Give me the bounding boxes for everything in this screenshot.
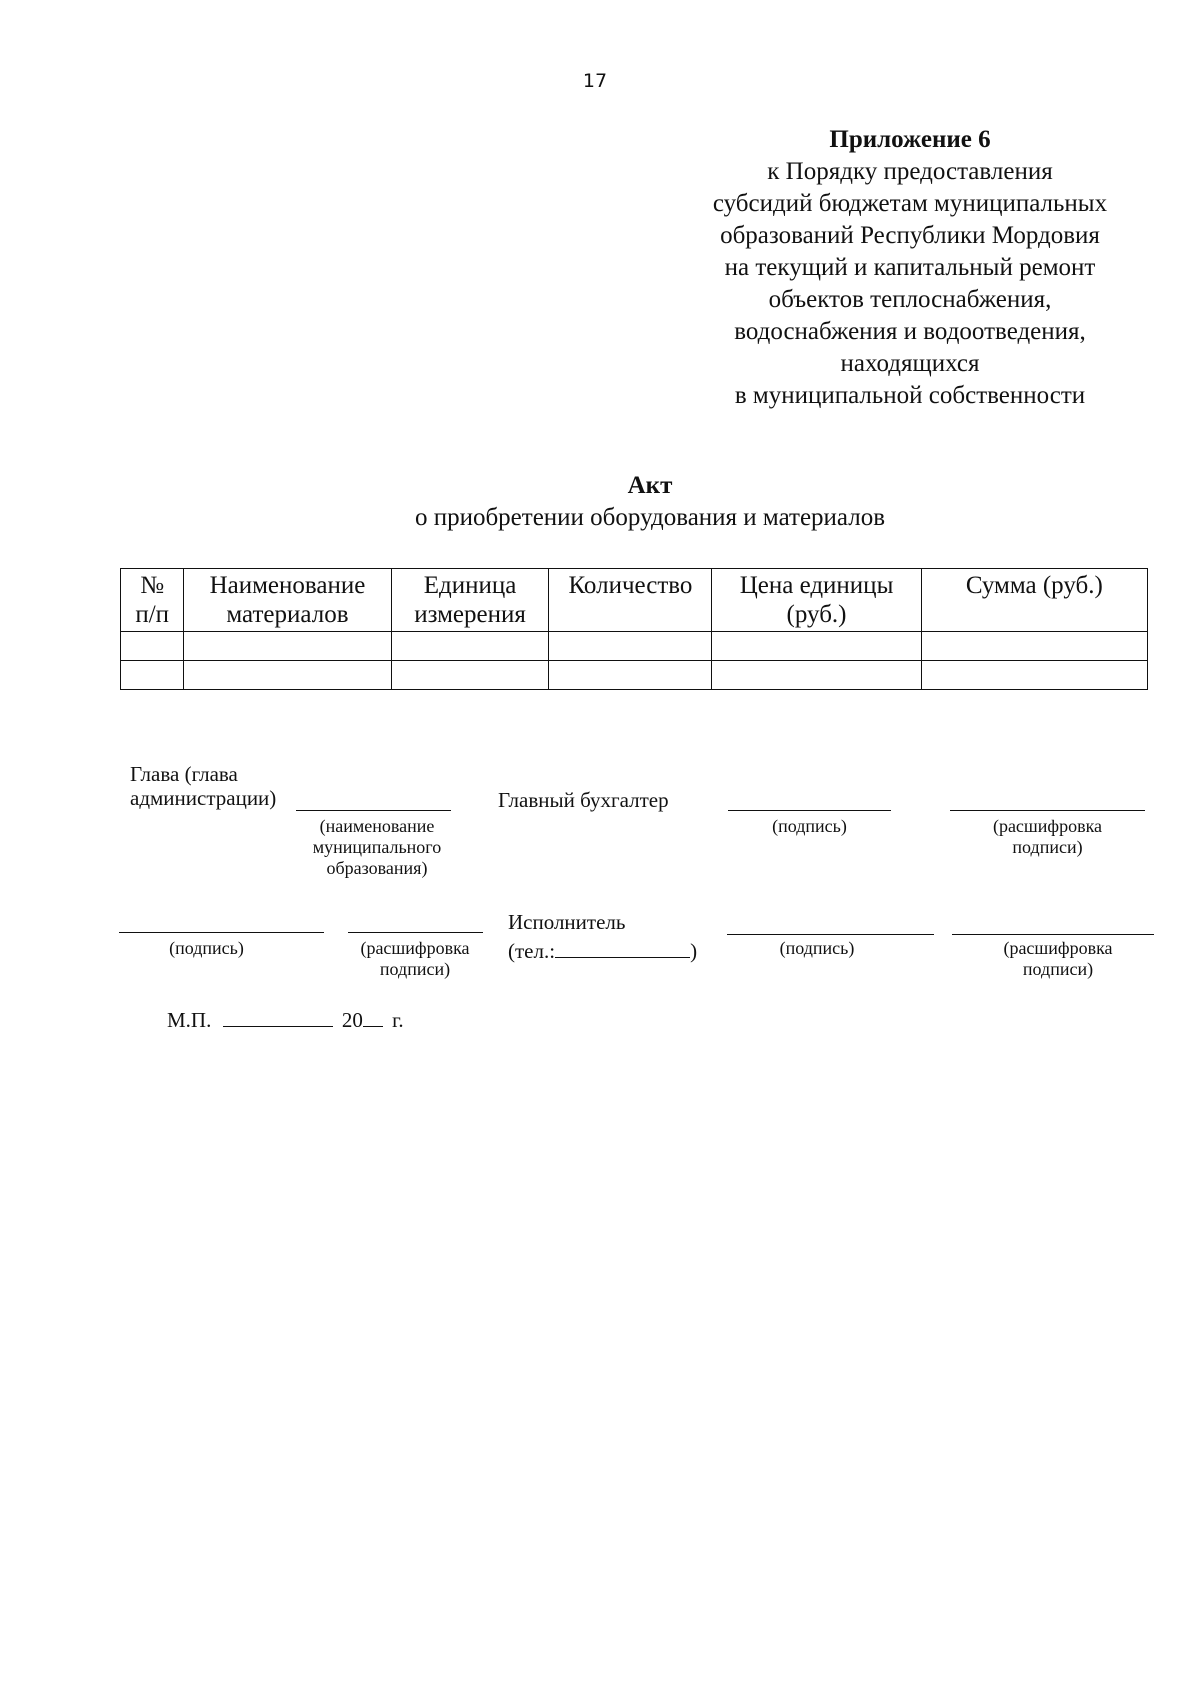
accountant-decoding-line[interactable] xyxy=(950,810,1145,811)
accountant-signature-note: (подпись) xyxy=(772,816,847,836)
header-unit-price: Цена единицы (руб.) xyxy=(712,569,921,632)
executor-signature-note: (подпись) xyxy=(779,938,855,958)
header-sum: Сумма (руб.) xyxy=(921,569,1147,632)
table-cell[interactable] xyxy=(549,632,712,661)
table-cell[interactable] xyxy=(921,661,1147,690)
table-cell[interactable] xyxy=(184,632,391,661)
accountant-signature-line[interactable] xyxy=(728,810,891,811)
executor-signature-line[interactable] xyxy=(727,934,934,935)
executor-decoding-line[interactable] xyxy=(952,934,1154,935)
phone-input-line[interactable] xyxy=(555,939,690,958)
appendix-line: находящихся xyxy=(840,350,980,377)
municipality-note: (наименование муниципального образования) xyxy=(312,816,442,878)
phone-label: (тел.: xyxy=(508,939,556,963)
table-cell[interactable] xyxy=(549,661,712,690)
head-decoding-note: (расшифровка подписи) xyxy=(360,938,470,979)
appendix-title: Приложение 6 xyxy=(829,126,991,153)
appendix-line: объектов теплоснабжения, xyxy=(768,286,1052,313)
table-cell[interactable] xyxy=(712,661,921,690)
table-cell[interactable] xyxy=(121,632,184,661)
phone-close: ) xyxy=(690,939,698,963)
head-decoding-line[interactable] xyxy=(348,932,483,933)
head-signature-line[interactable] xyxy=(119,932,324,933)
accountant-decoding-note: (расшифровка подписи) xyxy=(992,816,1103,857)
table-row xyxy=(121,632,1148,661)
table-row xyxy=(121,661,1148,690)
executor-decoding-note: (расшифровка подписи) xyxy=(1003,938,1113,979)
year-suffix: г. xyxy=(392,1008,404,1032)
stamp-label: М.П. xyxy=(167,1008,212,1032)
header-material-name: Наименование материалов xyxy=(184,569,391,632)
act-title: Акт xyxy=(627,472,673,499)
stamp-date-line xyxy=(167,1008,404,1032)
executor-label: Исполнитель xyxy=(508,910,626,934)
page-number: 17 xyxy=(582,70,608,92)
table-cell[interactable] xyxy=(391,632,549,661)
head-label: Глава (глава администрации) xyxy=(130,762,277,810)
table-cell[interactable] xyxy=(184,661,391,690)
year-prefix: 20 xyxy=(341,1008,363,1032)
table-cell[interactable] xyxy=(391,661,549,690)
date-line[interactable] xyxy=(223,1008,333,1027)
act-subtitle: о приобретении оборудования и материалов xyxy=(414,504,886,531)
appendix-line: в муниципальной собственности xyxy=(734,382,1086,409)
materials-table xyxy=(120,568,1148,690)
appendix-line: на текущий и капитальный ремонт xyxy=(724,254,1096,281)
header-number: № п/п xyxy=(121,569,184,632)
chief-accountant-label: Главный бухгалтер xyxy=(498,788,669,812)
appendix-line: к Порядку предоставления xyxy=(767,158,1053,185)
header-quantity: Количество xyxy=(549,569,712,632)
municipality-line[interactable] xyxy=(296,810,451,811)
appendix-header xyxy=(630,124,1190,412)
table-cell[interactable] xyxy=(921,632,1147,661)
appendix-line: образований Республики Мордовия xyxy=(720,222,1100,249)
appendix-line: субсидий бюджетам муниципальных xyxy=(712,190,1108,217)
table-header-row xyxy=(121,569,1148,632)
phone-field xyxy=(508,939,697,963)
header-unit: Единица измерения xyxy=(391,569,549,632)
table-cell[interactable] xyxy=(121,661,184,690)
table-cell[interactable] xyxy=(712,632,921,661)
year-line[interactable] xyxy=(363,1008,383,1027)
head-signature-note: (подпись) xyxy=(169,938,244,958)
act-heading xyxy=(0,470,1200,534)
appendix-line: водоснабжения и водоотведения, xyxy=(734,318,1086,345)
